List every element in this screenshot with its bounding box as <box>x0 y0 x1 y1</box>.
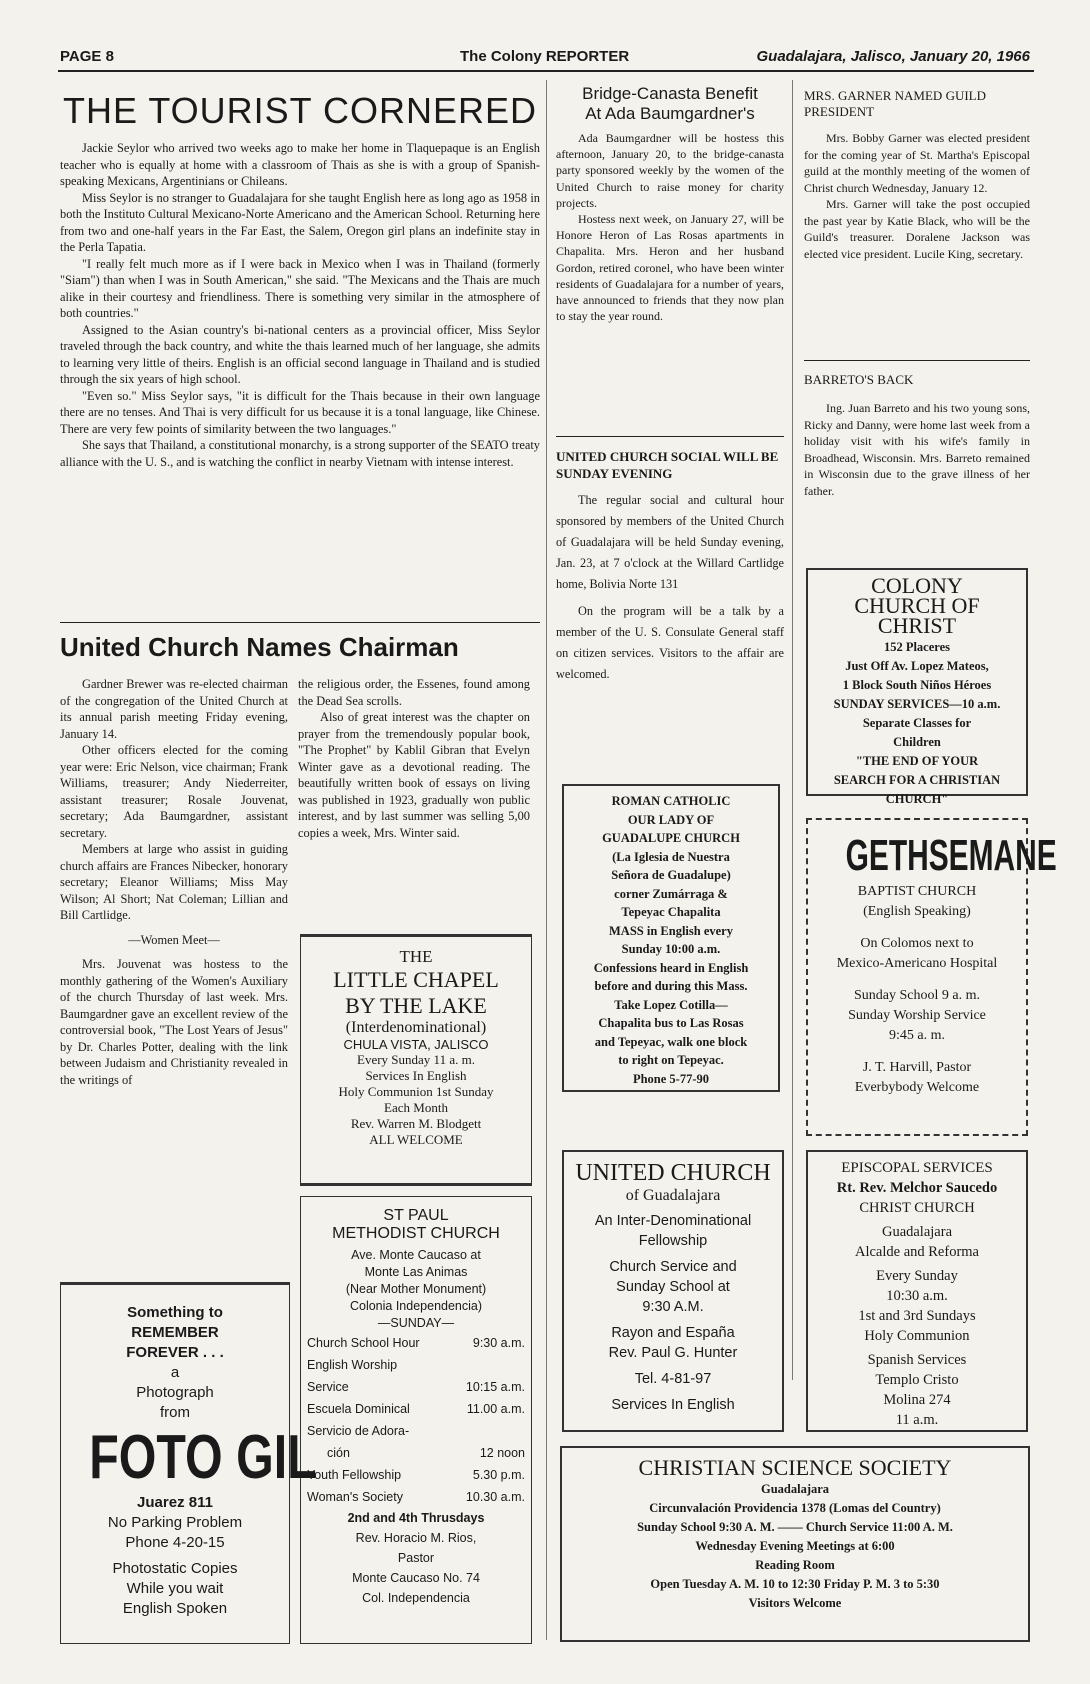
ad-line: Children <box>893 735 941 749</box>
ad-line: Phone 5-77-90 <box>632 1071 710 1086</box>
ad-line: J. T. Harvill, Pastor <box>862 1060 972 1075</box>
ad-title: EPISCOPAL SERVICES <box>841 1160 993 1176</box>
tourist-article <box>60 90 540 470</box>
paragraph: Also of great interest was the chapter on prayer from the tremendously popular book, "The Prophet" by Kablil Gibran that Evelyn Winter gave as a devotional reading. The beautifully written book of essays on living was published in 1923, gradually won public interest, and by last summer was selling 5,00 copies a week, Mrs. Winter said. <box>298 710 530 840</box>
ad-line: Monte Caucaso No. 74 <box>352 1571 480 1585</box>
ad-line: SEARCH FOR A CHRISTIAN <box>833 773 1001 787</box>
column-divider <box>546 80 547 1640</box>
ad-line: Fellowship <box>638 1233 708 1249</box>
ad-line: Guadalajara <box>760 1482 830 1496</box>
bridge-article <box>556 84 784 324</box>
paragraph: Gardner Brewer was re-elected chairman of the congregation of the United Church at its annual parish meeting Friday evening, January 14. <box>60 677 288 741</box>
ad-line: Holy Communion <box>864 1328 970 1344</box>
paper-name: The Colony REPORTER <box>460 48 630 65</box>
ad-line: Holy Communion 1st Sunday <box>338 1084 494 1099</box>
ad-line: On Colomos next to <box>860 936 974 951</box>
ad-line: FOREVER . . . <box>126 1344 224 1361</box>
united-col2 <box>298 676 530 841</box>
ad-line: Confessions heard in English <box>593 960 749 975</box>
ad-line: Molina 274 <box>883 1392 951 1408</box>
ad-line: (La Iglesia de Nuestra <box>612 849 730 864</box>
schedule-time: 10.30 a.m. <box>465 1490 525 1504</box>
paragraph: Jackie Seylor who arrived two weeks ago to make her home in Tlaquepaque is an English teacher who is equally at home with a classroom of Thais as she is with a group of Spanish-speaking Mexicans, Argentinians or Chileans. <box>60 141 540 188</box>
gethsemane-logo: GETHSEMANE <box>845 831 1057 880</box>
ad-line: 9:45 a. m. <box>889 1028 945 1043</box>
paragraph: Miss Seylor is no stranger to Guadalajara for she taught English here as long ago as 1958 in both the Instituto Cultural Mexicano-Norte Americano and the American School. Returning here from two and one-half years in the Far East, the Salem, Oregon girl plans an indefinite stay in the Perla Tapatia. <box>60 190 540 254</box>
ad-line: Reading Room <box>755 1558 835 1572</box>
ad-line: REMEMBER <box>131 1324 219 1341</box>
ad-title: CHRIST <box>877 613 957 638</box>
ad-line: Photograph <box>136 1384 214 1401</box>
page-number: PAGE 8 <box>60 48 114 65</box>
paragraph: Ing. Juan Barreto and his two young sons, Ricky and Danny, were home last week from a holiday visit with his wife's family in Broadhead, Wisconsin. Mrs. Barreto remained in Wisconsin due to the grave illness of her father. <box>804 401 1030 498</box>
ad-line: and Tepeyac, walk one block <box>594 1034 748 1049</box>
ad-line: Wednesday Evening Meetings at 6:00 <box>695 1539 895 1553</box>
united-headline: United Church Names Chairman <box>60 632 459 662</box>
schedule-row <box>307 1376 525 1398</box>
ad-line: Sunday School 9:30 A. M. —— Church Service 11:00 A. M. <box>637 1520 953 1534</box>
ad-line: Guadalajara <box>881 1224 953 1240</box>
ad-line: GUADALUPE CHURCH <box>602 831 740 845</box>
stpaul-ad <box>300 1196 532 1644</box>
ad-line: corner Zumárraga & <box>614 886 728 901</box>
christian-science-ad <box>560 1446 1030 1642</box>
ad-line: of Guadalajara <box>625 1187 721 1204</box>
schedule-item: Woman's Society <box>307 1490 403 1504</box>
paragraph: Mrs. Garner will take the post occupied the past year by Katie Black, who will be the Guild's treasurer. Doralene Jackson was elected vice president. Lucile King, secretary. <box>804 197 1030 261</box>
ad-line: CHRIST CHURCH <box>859 1200 975 1216</box>
colony-church-ad <box>806 568 1028 806</box>
ad-line: LITTLE CHAPEL <box>333 967 499 992</box>
tourist-headline: THE TOURIST CORNERED <box>62 90 538 131</box>
ad-line: Mexico-Americano Hospital <box>836 956 998 971</box>
ad-line: CHURCH" <box>885 792 949 806</box>
ad-line: Every Sunday 11 a. m. <box>357 1052 475 1067</box>
ad-line: Services In English <box>611 1397 735 1413</box>
schedule-row <box>307 1398 525 1420</box>
ad-title: COLONY <box>871 573 963 598</box>
ad-line: Chapalita bus to Las Rosas <box>598 1016 744 1030</box>
foto-gil-logo: FOTO GIL <box>89 1423 317 1492</box>
ad-line: Rev. Paul G. Hunter <box>608 1345 738 1361</box>
schedule-item: Servicio de Adora- <box>307 1424 410 1438</box>
chapel-ad <box>300 934 532 1186</box>
ad-line: before and during this Mass. <box>594 979 748 993</box>
ad-line: Ave. Monte Caucaso at <box>351 1248 481 1262</box>
ad-line: Rayon and España <box>611 1325 735 1341</box>
column-divider <box>792 80 793 1380</box>
ad-line: Services In English <box>365 1068 467 1083</box>
barreto-headline: BARRETO'S BACK <box>804 372 914 387</box>
ad-line: Sunday 10:00 a.m. <box>621 942 721 956</box>
ad-line: Circunvalación Providencia 1378 (Lomas del Country) <box>649 1501 941 1515</box>
ad-line: to right on Tepeyac. <box>618 1053 724 1067</box>
paragraph: Mrs. Jouvenat was hostess to the monthly gathering of the Women's Auxiliary of the church Thursday of last week. Mrs. Baumgardner gave an excellent review of the controversial book, "The Lost Years of Jesus" by Dr. Charles Potter, dealing with the link between Judaism and Christianity revealed in the writings of <box>60 957 288 1087</box>
ad-title: UNITED CHURCH <box>575 1160 771 1186</box>
paragraph: "Even so." Miss Seylor says, "it is difficult for the Thais because in their own language there are no tenses. And Thai is very difficult for us because it is a tonal language, like Chinese. There are very few points of similarity between the two languages." <box>60 388 540 436</box>
ad-line: CHULA VISTA, JALISCO <box>343 1037 489 1052</box>
ad-line: Photostatic Copies <box>112 1560 238 1577</box>
ad-line: Every Sunday <box>876 1268 958 1284</box>
ad-title: CHURCH OF <box>854 593 980 618</box>
tourist-body <box>60 140 540 470</box>
paragraph: On the program will be a talk by a member of the U. S. Consulate General staff on citizen services. Visitors to the affair are welcomed. <box>556 604 784 681</box>
schedule-item: ción <box>327 1446 350 1460</box>
schedule-time: 11.00 a.m. <box>466 1402 525 1416</box>
ad-line: Open Tuesday A. M. 10 to 12:30 Friday P. M. 3 to 5:30 <box>650 1577 940 1591</box>
ad-line: 9:30 A.M. <box>642 1299 704 1315</box>
subhead: —Women Meet— <box>128 932 220 947</box>
ad-line: Rt. Rev. Melchor Saucedo <box>836 1180 998 1196</box>
ad-line: Pastor <box>397 1551 435 1565</box>
section-rule <box>804 360 1030 361</box>
ad-line: 11 a.m. <box>895 1412 939 1428</box>
paragraph: "I really felt much more as if I were back in Mexico when I was in Thailand (formerly "Siam") than when I was in South American," she said. "The Mexicans and the Thais are much alike in their courtesy and friendliness. There is something very similar in the atmosphere of both countries." <box>60 256 540 320</box>
ad-line: Señora de Guadalupe) <box>611 868 731 882</box>
paragraph: Other officers elected for the coming year were: Eric Nelson, vice chairman; Frank Williams, treasurer; Andy Niederreiter, assistant treasurer; Rosale Jouvenat, secretary; Ada Baumgardner, assistant secretary. <box>60 743 288 840</box>
barreto-article <box>804 372 1030 499</box>
ad-line: OUR LADY OF <box>627 812 715 827</box>
ad-line: Templo Cristo <box>875 1372 959 1388</box>
ad-line: Tepeyac Chapalita <box>621 905 721 919</box>
ad-title: ST PAUL <box>383 1207 449 1224</box>
ad-title: CHRISTIAN SCIENCE SOCIETY <box>638 1455 952 1480</box>
ad-line: Tel. 4-81-97 <box>634 1371 712 1387</box>
gethsemane-ad <box>806 818 1057 1136</box>
ad-line: BY THE LAKE <box>345 993 487 1018</box>
ad-line: Monte Las Animas <box>364 1265 468 1279</box>
schedule <box>307 1332 525 1508</box>
ad-line: (Near Mother Monument) <box>345 1282 487 1296</box>
paragraph: The regular social and cultural hour sponsored by members of the United Church of Guadalajara will be held Sunday evening, Jan. 23, at 7 o'clock at the Willard Cartlidge home, Bolivia Norte 131 <box>556 493 784 591</box>
schedule-item: Church School Hour <box>307 1336 420 1350</box>
ad-line: Phone 4-20-15 <box>125 1534 225 1551</box>
ad-line: 1 Block South Niños Héroes <box>842 678 992 692</box>
bridge-headline: Bridge-Canasta Benefit <box>582 84 758 103</box>
ad-line: Rev. Warren M. Blodgett <box>350 1116 482 1131</box>
ad-line: 10:30 a.m. <box>886 1288 948 1304</box>
masthead <box>60 48 1030 70</box>
paragraph: She says that Thailand, a constitutional monarchy, is a strong supporter of the SEATO treaty alliance with the U. S., and is watching the conflict in nearby Vietnam with intense interest. <box>60 438 540 469</box>
ad-line: An Inter-Denominational <box>594 1213 752 1229</box>
bridge-headline: At Ada Baumgardner's <box>585 104 755 123</box>
paragraph: Mrs. Bobby Garner was elected president for the coming year of St. Martha's Episcopal guild at the monthly meeting of the women of Christ church Wednesday, January 12. <box>804 131 1030 195</box>
ad-line: Church Service and <box>609 1259 737 1275</box>
paragraph: Hostess next week, on January 27, will be Honore Heron of Las Rosas apartments in Chapalita. Mrs. Heron and her husband Gordon, retired coronel, who have been winter residents of Guadalajara for a number of years, have announced to friends that they now plan to stay the year round. <box>556 212 784 324</box>
ad-line: (English Speaking) <box>863 904 971 919</box>
ad-line: 2nd and 4th Thrusdays <box>347 1511 485 1525</box>
schedule-row <box>307 1354 525 1376</box>
paragraph: Members at large who assist in guiding church affairs are Frances Nibecker, honorary secretary; Eleanor Williams; Miss May Wilson; Al Short; Nat Coleman; Lillian and Bill Cartlidge. <box>60 842 288 922</box>
ad-line: Everbybody Welcome <box>854 1080 980 1095</box>
ad-title: METHODIST CHURCH <box>332 1225 500 1242</box>
schedule-time: 12 noon <box>479 1446 525 1460</box>
paragraph: Ada Baumgardner will be hostess this afternoon, January 20, to the bridge-canasta party sponsored weekly by the women of the United Church to raise money for charity projects. <box>556 131 784 210</box>
ad-line: from <box>160 1404 190 1421</box>
foto-gil-ad <box>60 1282 317 1644</box>
ad-line: MASS in English every <box>609 923 733 938</box>
ad-line: Rev. Horacio M. Rios, <box>355 1531 477 1545</box>
ad-line: a <box>170 1364 180 1381</box>
schedule-time: 5.30 p.m. <box>472 1468 525 1482</box>
masthead-rule <box>58 70 1034 72</box>
ad-line: 1st and 3rd Sundays <box>858 1308 976 1324</box>
roman-catholic-ad <box>562 784 780 1092</box>
social-article <box>556 448 784 685</box>
dateline: Guadalajara, Jalisco, January 20, 1966 <box>756 48 1030 65</box>
paragraph: the religious order, the Essenes, found among the Dead Sea scrolls. <box>298 677 530 708</box>
ad-line: Colonia Independencia) <box>349 1299 483 1313</box>
ad-line: Col. Independencia <box>362 1591 470 1605</box>
ad-line: Sunday School 9 a. m. <box>854 988 980 1003</box>
ad-line: —SUNDAY— <box>377 1316 455 1330</box>
section-rule <box>60 622 540 623</box>
schedule-row <box>307 1464 525 1486</box>
schedule-item: Service <box>307 1380 349 1394</box>
ad-line: (Interdenominational) <box>345 1019 487 1036</box>
section-rule <box>556 436 784 437</box>
schedule-row <box>307 1442 525 1464</box>
ad-line: Just Off Av. Lopez Mateos, <box>845 659 989 673</box>
ad-line: BAPTIST CHURCH <box>857 884 977 899</box>
schedule-item: English Worship <box>307 1358 398 1372</box>
ad-line: Take Lopez Cotilla— <box>614 997 728 1012</box>
ad-line: While you wait <box>126 1580 224 1597</box>
schedule-time: 9:30 a.m. <box>472 1336 525 1350</box>
ad-line: Each Month <box>384 1100 448 1115</box>
ad-line: English Spoken <box>122 1600 228 1617</box>
schedule-item: Youth Fellowship <box>307 1468 402 1482</box>
social-headline: UNITED CHURCH SOCIAL WILL BE SUNDAY EVENING <box>556 449 779 481</box>
ad-line: THE <box>399 947 433 966</box>
ad-line: Juarez 811 <box>137 1494 213 1511</box>
ad-line: ALL WELCOME <box>369 1132 463 1147</box>
paragraph: Assigned to the Asian country's bi-national centers as a provincial officer, Miss Seylor traveled through the back country, and white the thais learned much of her language, she admits to learning very little of theirs. English is an official second language in Thailand and is studied through the six years of high school. <box>60 322 540 386</box>
ad-line: Spanish Services <box>867 1352 967 1368</box>
ad-line: Separate Classes for <box>862 716 972 730</box>
garner-article <box>804 88 1030 262</box>
schedule-row <box>307 1420 525 1442</box>
ad-line: "THE END OF YOUR <box>855 754 979 768</box>
ad-line: SUNDAY SERVICES—10 a.m. <box>833 697 1001 711</box>
united-col1 <box>60 676 288 1088</box>
ad-line: Sunday Worship Service <box>848 1008 986 1023</box>
episcopal-ad <box>806 1150 1028 1432</box>
garner-headline: MRS. GARNER NAMED GUILD PRESIDENT <box>804 88 987 119</box>
united-church-ad <box>562 1150 784 1432</box>
ad-line: Alcalde and Reforma <box>854 1244 979 1260</box>
schedule-item: Escuela Dominical <box>307 1402 410 1416</box>
ad-line: Visitors Welcome <box>748 1596 842 1610</box>
ad-line: Sunday School at <box>616 1279 730 1295</box>
ad-line: No Parking Problem <box>107 1514 243 1531</box>
schedule-row <box>307 1332 525 1354</box>
ad-line: 152 Placeres <box>883 640 951 654</box>
schedule-row <box>307 1486 525 1508</box>
ad-line: ROMAN CATHOLIC <box>611 794 731 808</box>
schedule-time: 10:15 a.m. <box>465 1380 525 1394</box>
ad-line: Something to <box>127 1304 223 1321</box>
